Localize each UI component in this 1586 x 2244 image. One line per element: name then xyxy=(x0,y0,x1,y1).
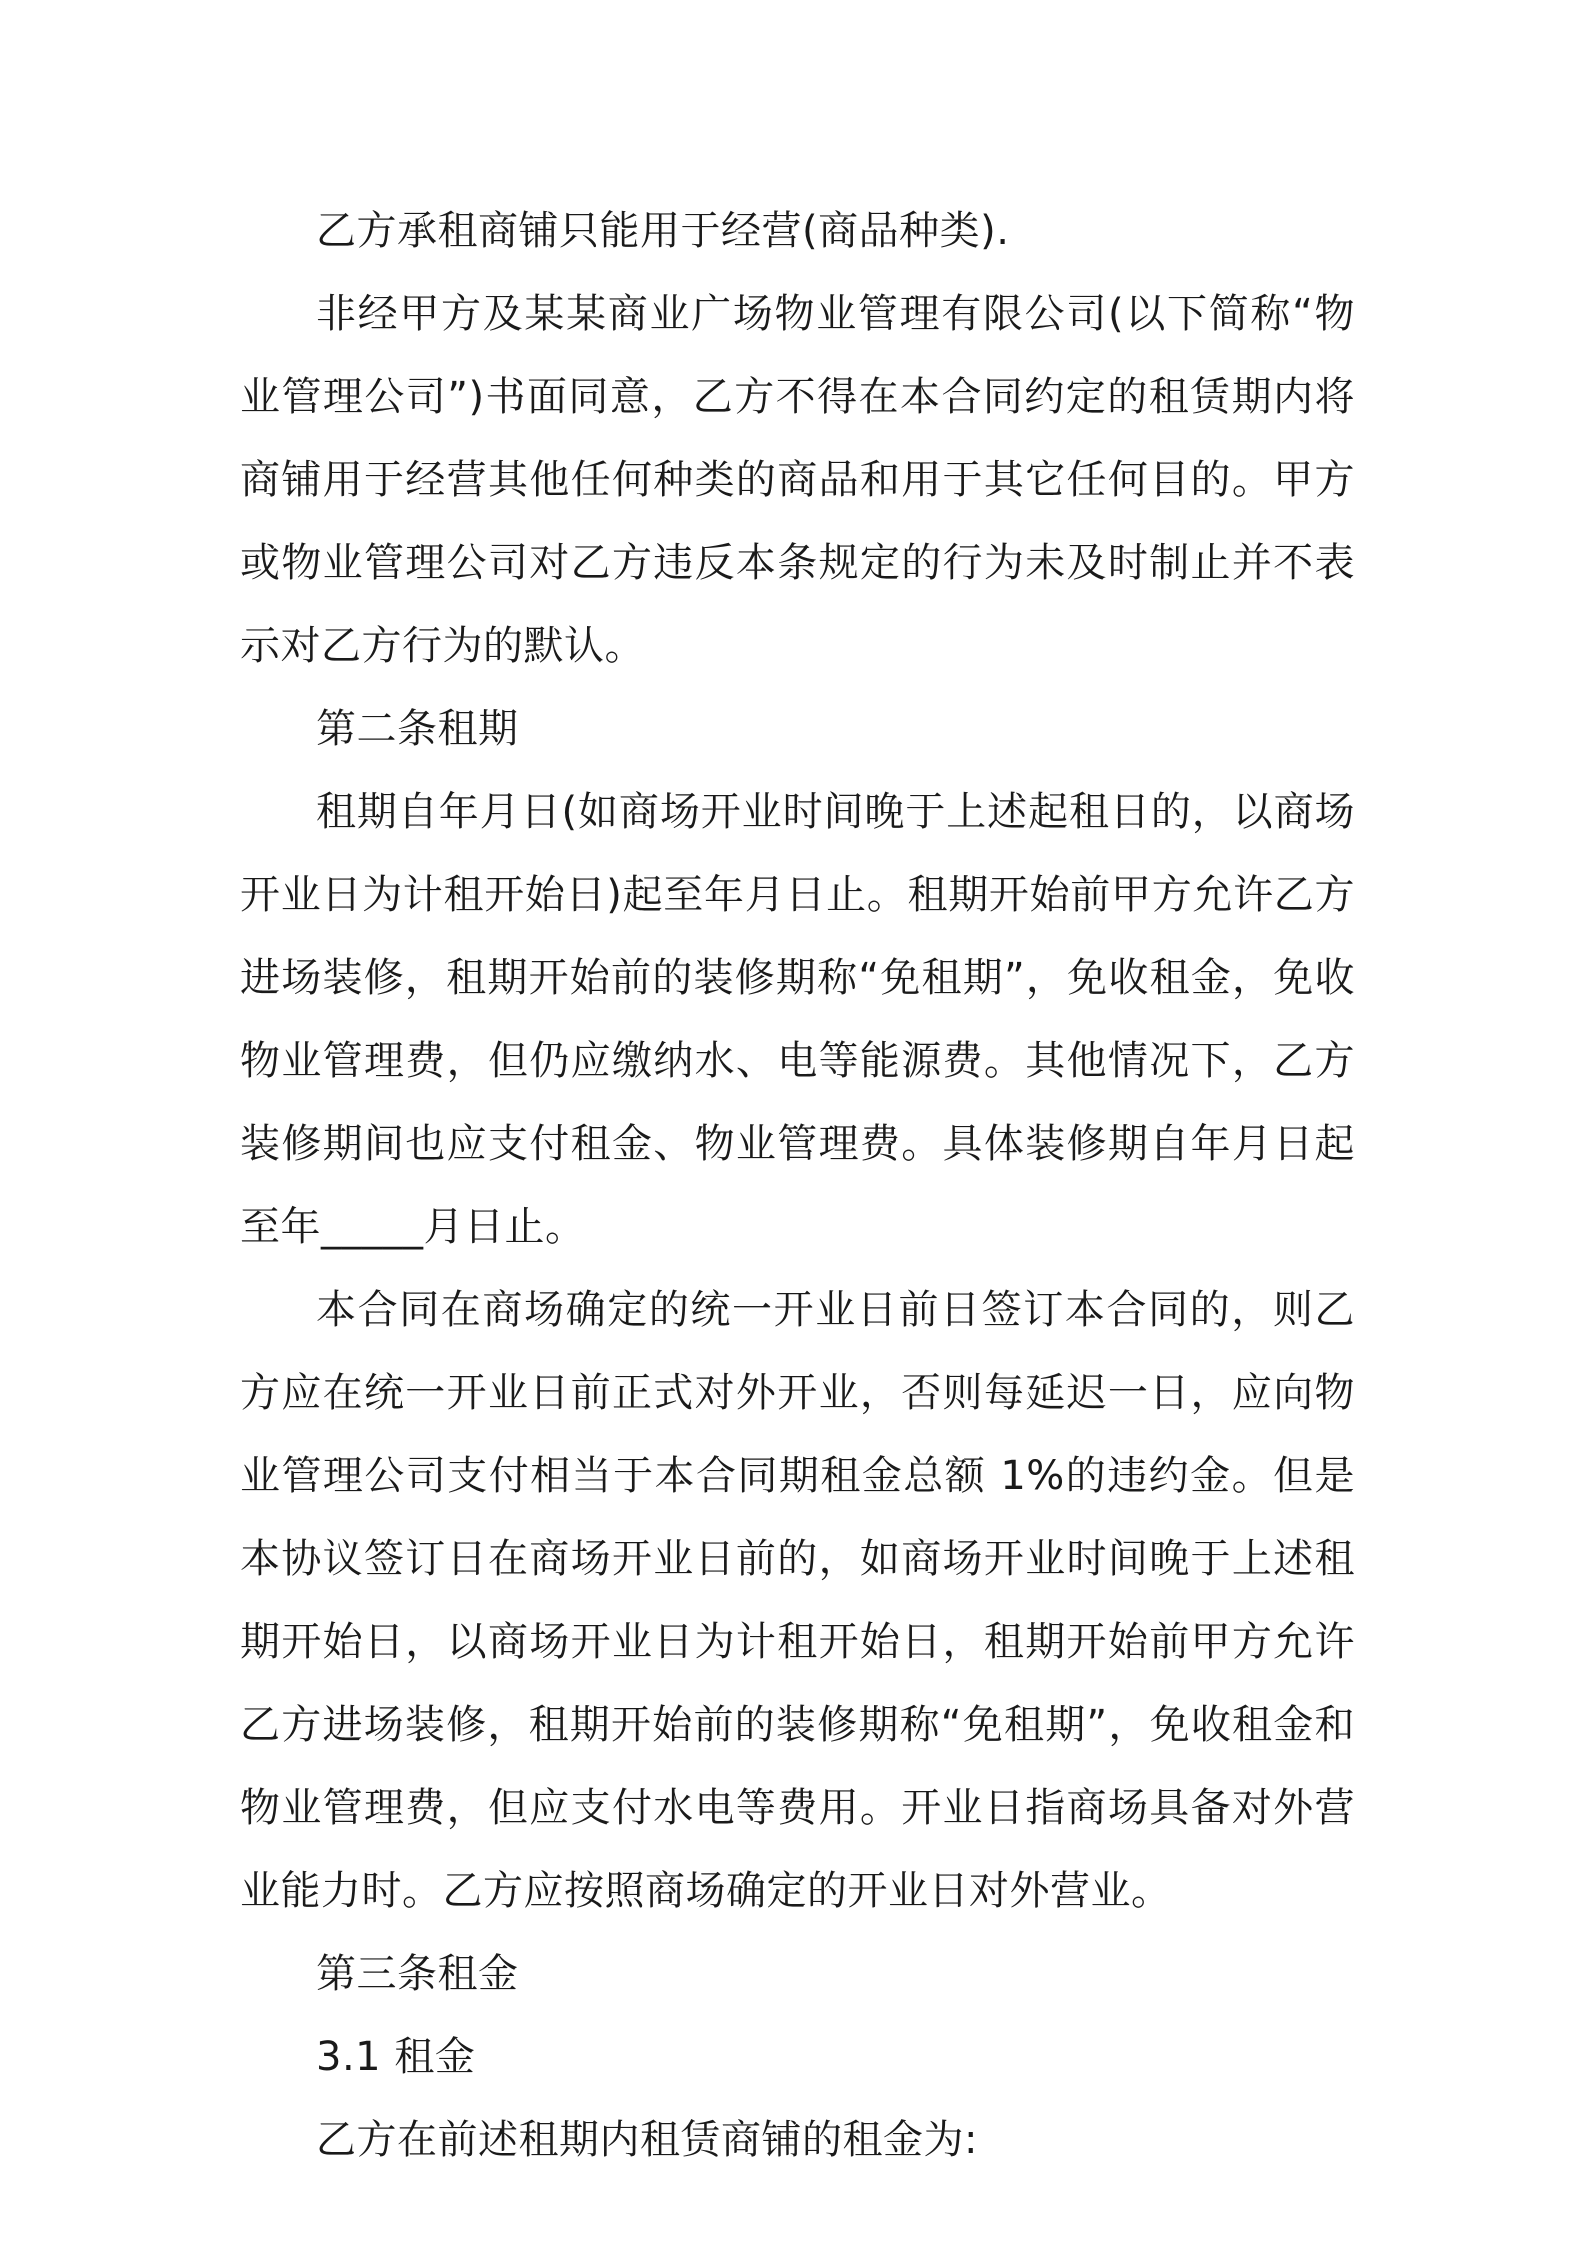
clause-usage-restriction: 非经甲方及某某商业广场物业管理有限公司(以下简称“物业管理公司”)书面同意，乙方不得在本合同约定的租赁期内将商铺用于经营其他任何种类的商品和用于其它任何目的。甲方或物业管理公司对乙方违反本条规定的行为未及时制止并不表示对乙方行为的默认。 xyxy=(240,291,1355,669)
clause-usage-scope: 乙方承租商铺只能用于经营(商品种类). xyxy=(316,208,1010,254)
clause-opening-date: 本合同在商场确定的统一开业日前日签订本合同的，则乙方应在统一开业日前正式对外开业，否则每延迟一日，应向物业管理公司支付相当于本合同期租金总额 1%的违约金。但是本协议签订日在商场开业日前的，如商场开业时间晚于上述租期开始日，以商场开业日为计租开始日，租期开始前甲方允许乙方进场装修，租期开始前的装修期称“免租期”，免收租金和物业管理费，但应支付水电等费用。开业日指商场具备对外营业能力时。乙方应按照商场确定的开业日对外营业。 xyxy=(240,1287,1355,1914)
subsection-heading-rent: 3.1 租金 xyxy=(316,2034,476,2080)
clause-lease-term: 租期自年月日(如商场开业时间晚于上述起租日的，以商场开业日为计租开始日)起至年月日止。租期开始前甲方允许乙方进场装修，租期开始前的装修期称“免租期”，免收租金，免收物业管理费，但仍应缴纳水、电等能源费。其他情况下，乙方装修期间也应支付租金、物业管理费。具体装修期自年月日起至年_____月日止。 xyxy=(240,789,1355,1250)
document-body xyxy=(240,190,1355,2182)
clause-rent-amount: 乙方在前述租期内租赁商铺的租金为: xyxy=(316,2117,978,2163)
section-heading-lease-term: 第二条租期 xyxy=(316,706,519,752)
section-heading-rent: 第三条租金 xyxy=(316,1951,519,1997)
